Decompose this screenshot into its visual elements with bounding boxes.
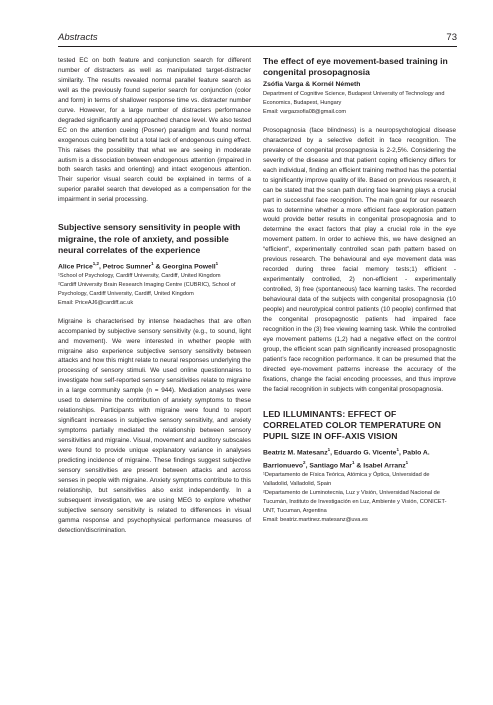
- affiliation-1: ¹Departamento de Física Teórica, Atómica y Óptica, Universidad de Valladolid, Valladolid, Spain: [263, 471, 430, 487]
- affiliation-2: ²Departamento de Luminotecnia, Luz y Visión, Universidad Nacional de Tucumán, Instituto de Investigación en Luz, Ambiente y Visión, CONICET-UNT, Tucuman, Argentina: [263, 489, 447, 514]
- right-column: [263, 56, 456, 525]
- abstract-title-led: LED ILLUMINANTS: EFFECT OF CORRELATED COLOR TEMPERATURE ON PUPIL SIZE IN OFF-AXIS VISION: [263, 408, 441, 442]
- abstract-body-prosopagnosia: Prosopagnosia (face blindness) is a neuropsychological disease characterized by a selective deficit in face recognition. The prevalence of congenital prosopagnosia is 2-2,5%. Considering the severity of the disease and that patient coping efficiency differs for each individual, finding an efficient training method has the potential to significantly improve quality of life. Based on previous research, it can be stated that the scan path during face learning plays a crucial part in successful face recognition. The main goal for our research was to determine whether a more efficient face exploration pattern would provide better results in congenital prosopagnosia and to determine the exact factors that play a crucial role in the eye movement pattern. In order to achieve this, we have designed an “efficient”, experimentally controlled scan path pattern based on previous research. The behavioural and eye movement data was recorded during three facial memory tests;1) efficient - experimentally controlled, 2) non-efficient - experimentally controlled, 3) free (spontaneous) face learning tasks. The recorded behavioural data of the subjects with congenital prosopagnosia (10 people) and neurotypical control patients (10 people) confirmed that the congenital prosopagnostic patients had impaired face recognition in the (3) free viewing learning task. While the controlled eye movement patterns (1,2) had a negative effect on the control group, the efficient scan path significantly increased prosopagnostic patient’s face recognition performance. It can be presumed that the directed eye-movement patterns increase the accuracy of the fixations, change the facial encoding processes, and thus improve the facial recognition in subjects with congenital prosopagnosia.: [263, 126, 456, 393]
- abstract-authors-migraine: Alice Price$^{1,2}$, Petroc Sumner$^1$ & Georgina Powell$^1$: [58, 260, 219, 271]
- abstract-body-migraine: Migraine is characterised by intense headaches that are often accompanied by subjective sensory sensitivity (e.g., to sound, light and movement). We were interested in whether people with migraine also experience subjective sensory sensitivity between attacks and how this might relate to neural responses underlying the processing of sensory stimuli. We used online questionnaires to investigate how self-reported sensory sensitivities relate to migraine in a large community sample (n = 944). Mediation analyses were used to determine the contribution of anxiety symptoms to these relationships. Participants with migraine were found to report significant increases in subjective sensory sensitivity, and anxiety symptoms partially mediated the relationship between sensory sensitivities and migraine. Visual, movement and auditory subscales were found to provide unique explanatory variance in analyses predicting incidence of migraine. These findings suggest subjective sensory sensitivities are present between attacks and across senses in people with migraine. Anxiety symptoms contribute to this relationship, but sensitivities also exist independently. In a subsequent investigation, we are using MEG to explore whether subjective sensory sensitivity is related to differences in visual gamma response and psychophysical performance measures of detection/discrimination.: [58, 317, 251, 534]
- author-email: Email: vargazsofia08@gmail.com: [263, 108, 347, 115]
- page-number: 73: [446, 32, 457, 43]
- abstract-title-migraine: Subjective sensory sensitivity in people with migraine, the role of anxiety, and possible neural correlates of the experience: [58, 222, 241, 255]
- abstract-authors-prosopagnosia: Zsófia Varga & Kornél Németh: [263, 81, 361, 89]
- section-title: Abstracts: [58, 32, 98, 43]
- author-email: Email: PriceAJ6@cardiff.ac.uk: [58, 299, 134, 306]
- abstract-title-prosopagnosia: The effect of eye movement-based training in congenital prosopagnosia: [263, 56, 448, 78]
- header-rule: [58, 46, 457, 47]
- affiliation-1: ¹School of Psychology, Cardiff University, Cardiff, United Kingdom: [58, 272, 221, 279]
- abstract-authors-led: Beatriz M. Matesanz$^1$, Eduardo G. Vicente$^1$, Pablo A. Barrionuevo$^2$, Santiago Mar$^1$ & Isabel Arranz$^1$: [263, 447, 430, 470]
- left-column: [58, 56, 251, 536]
- continued-abstract-text: tested EC on both feature and conjunction search for different number of distracters as well as manipulated target-distracter similarity. The results revealed normal parallel feature search as well as the previously found superior search for conjunction (color and form) in terms of shallower response time vs. distracter number curve. However, for a large number of distracters performance degraded significantly and approached chance level. We also tested EC on the attention cueing (Posner) paradigm and found normal exogenous cuing benefit but a total lack of endogenous cuing effect. This raises the possibility that what we are seeing in moderate autism is a dissociation between endogenous attention (impaired in both search tasks and orienting) and intact exogenous attention. Their superior visual search could be explained in terms of a superior parallel search that developed as a compensation for the impairment in serial processing.: [58, 57, 251, 204]
- author-email: Email: beatriz.martinez.matesanz@uva.es: [263, 516, 368, 523]
- affiliation: Department of Cognitive Science, Budapest University of Technology and Economics, Budapest, Hungary: [263, 90, 445, 106]
- affiliation-2: ²Cardiff University Brain Research Imaging Centre (CUBRIC), School of Psychology, Cardiff University, Cardiff, United Kingdom: [58, 281, 236, 297]
